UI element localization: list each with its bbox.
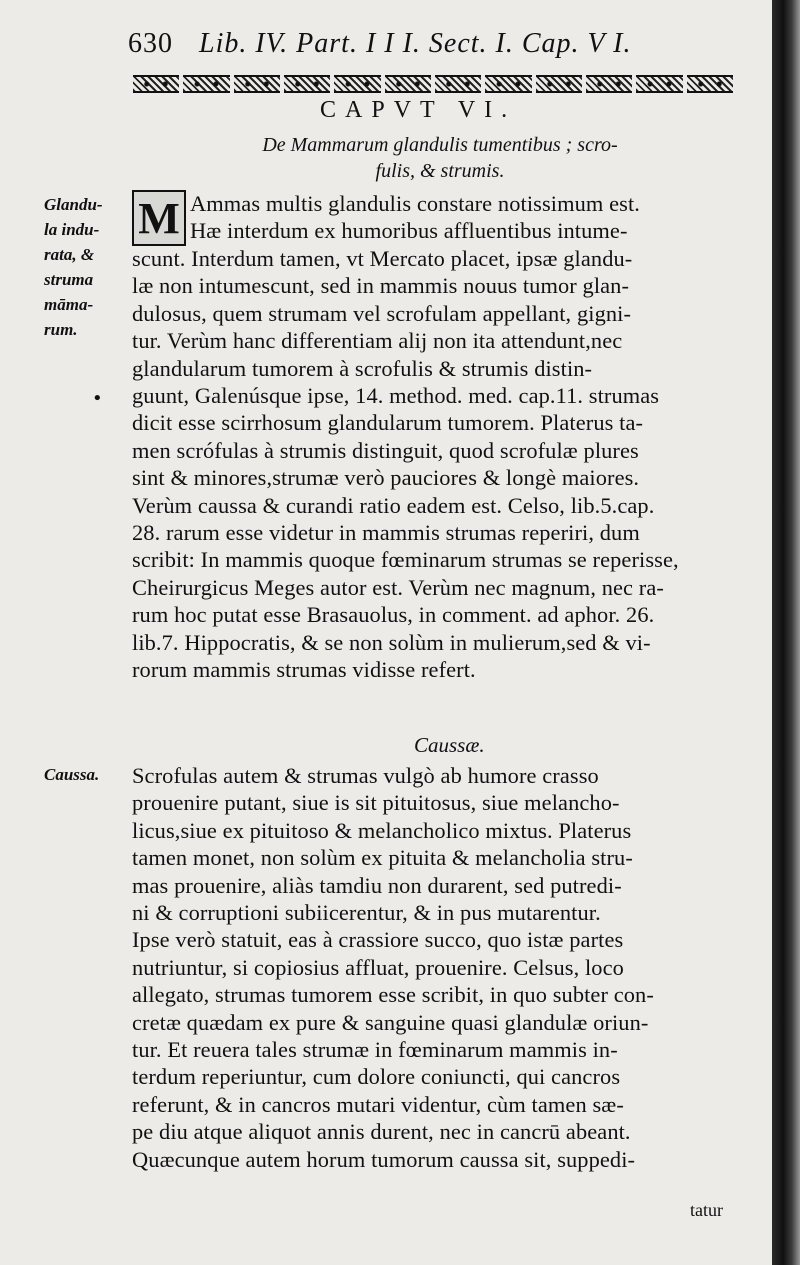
paragraph-1-opening: Ammas multis glandulis constare notissimum est. Hæ interdum ex humoribus affluentibus intume- xyxy=(190,191,640,244)
margin-note-glandula: Glandu- la indu- rata, & struma māma- rum. xyxy=(44,195,103,339)
subtitle-line-1: De Mammarum glandulis tumentibus ; scro- xyxy=(262,134,618,156)
paragraph-1: scunt. Interdum tamen, vt Mercato placet, ipsæ glandu- læ non intumescunt, sed in mammis nouus tumor glan- dulosus, quem strumam vel scrofulam appellant, gigni- tur. Verùm hanc differentiam alij non ita attendunt,nec glandularum tumorem à scrofulis & strumis distin- guunt, Galenúsque ipse, 14. method. med. cap.11. strumas dicit esse scirrhosum glandularum tumorem. Platerus ta- men scrófulas à strumis distinguit, quod scrofulæ plures sint & minores,strumæ verò pauciores & longè maiores. Verùm caussa & curandi ratio eadem est. Celso, lib.5.cap. 28. rarum esse videtur in mammis strumas reperiri, dum scribit: In mammis quoque fœminarum strumas se reperisse, Cheirurgicus Meges autor est. Verùm nec magnum, nec ra- rum hoc putat esse Brasauolus, in comment. ad aphor. 26. lib.7. Hippocratis, & se non solùm in mulierum,sed & vi- rorum mammis strumas vidisse refert. xyxy=(132,246,679,683)
margin-mark: • xyxy=(92,388,103,409)
margin-note-caussa: Caussa. xyxy=(44,765,100,784)
page-number: 630 xyxy=(128,28,173,59)
ornamental-border xyxy=(133,75,733,91)
subtitle-line-2: fulis, & strumis. xyxy=(375,160,505,182)
running-header xyxy=(128,28,738,60)
section-heading: Caussæ. xyxy=(414,733,485,757)
catchword: tatur xyxy=(690,1200,723,1220)
running-title: Lib. IV. Part. I I I. Sect. I. Cap. V I. xyxy=(199,28,632,59)
paragraph-2: Scrofulas autem & strumas vulgò ab humore crasso prouenire putant, siue is sit pituitosus, siue melancho- licus,siue ex pituitoso & melancholico mixtus. Platerus tamen monet, non solùm ex pituita & melancholia stru- mas prouenire, aliàs tamdiu non durarent, sed putredi- ni & corruptioni subiicerentur, & in pus mutarentur. Ipse verò statuit, eas à crassiore succo, quo istæ partes nutriuntur, si copiosius affluat, prouenire. Celsus, loco allegato, strumas tumorem esse scribit, in quo subter con- cretæ quædam ex pure & sanguine quasi glandulæ oriun- tur. Et reuera tales strumæ in fœminarum mammis in- terdum reperiuntur, cum dolore coniuncti, qui cancros referunt, & in cancros mutari videntur, cùm tamen sæ- pe diu atque aliquot annis durent, nec in cancrū abeant. Quæcunque autem horum tumorum caussa sit, suppedi- xyxy=(132,763,654,1172)
chapter-subtitle xyxy=(170,132,710,184)
book-spine xyxy=(772,0,800,1265)
chapter-title: CAPVT VI. xyxy=(320,97,517,123)
drop-cap: M xyxy=(132,190,186,246)
